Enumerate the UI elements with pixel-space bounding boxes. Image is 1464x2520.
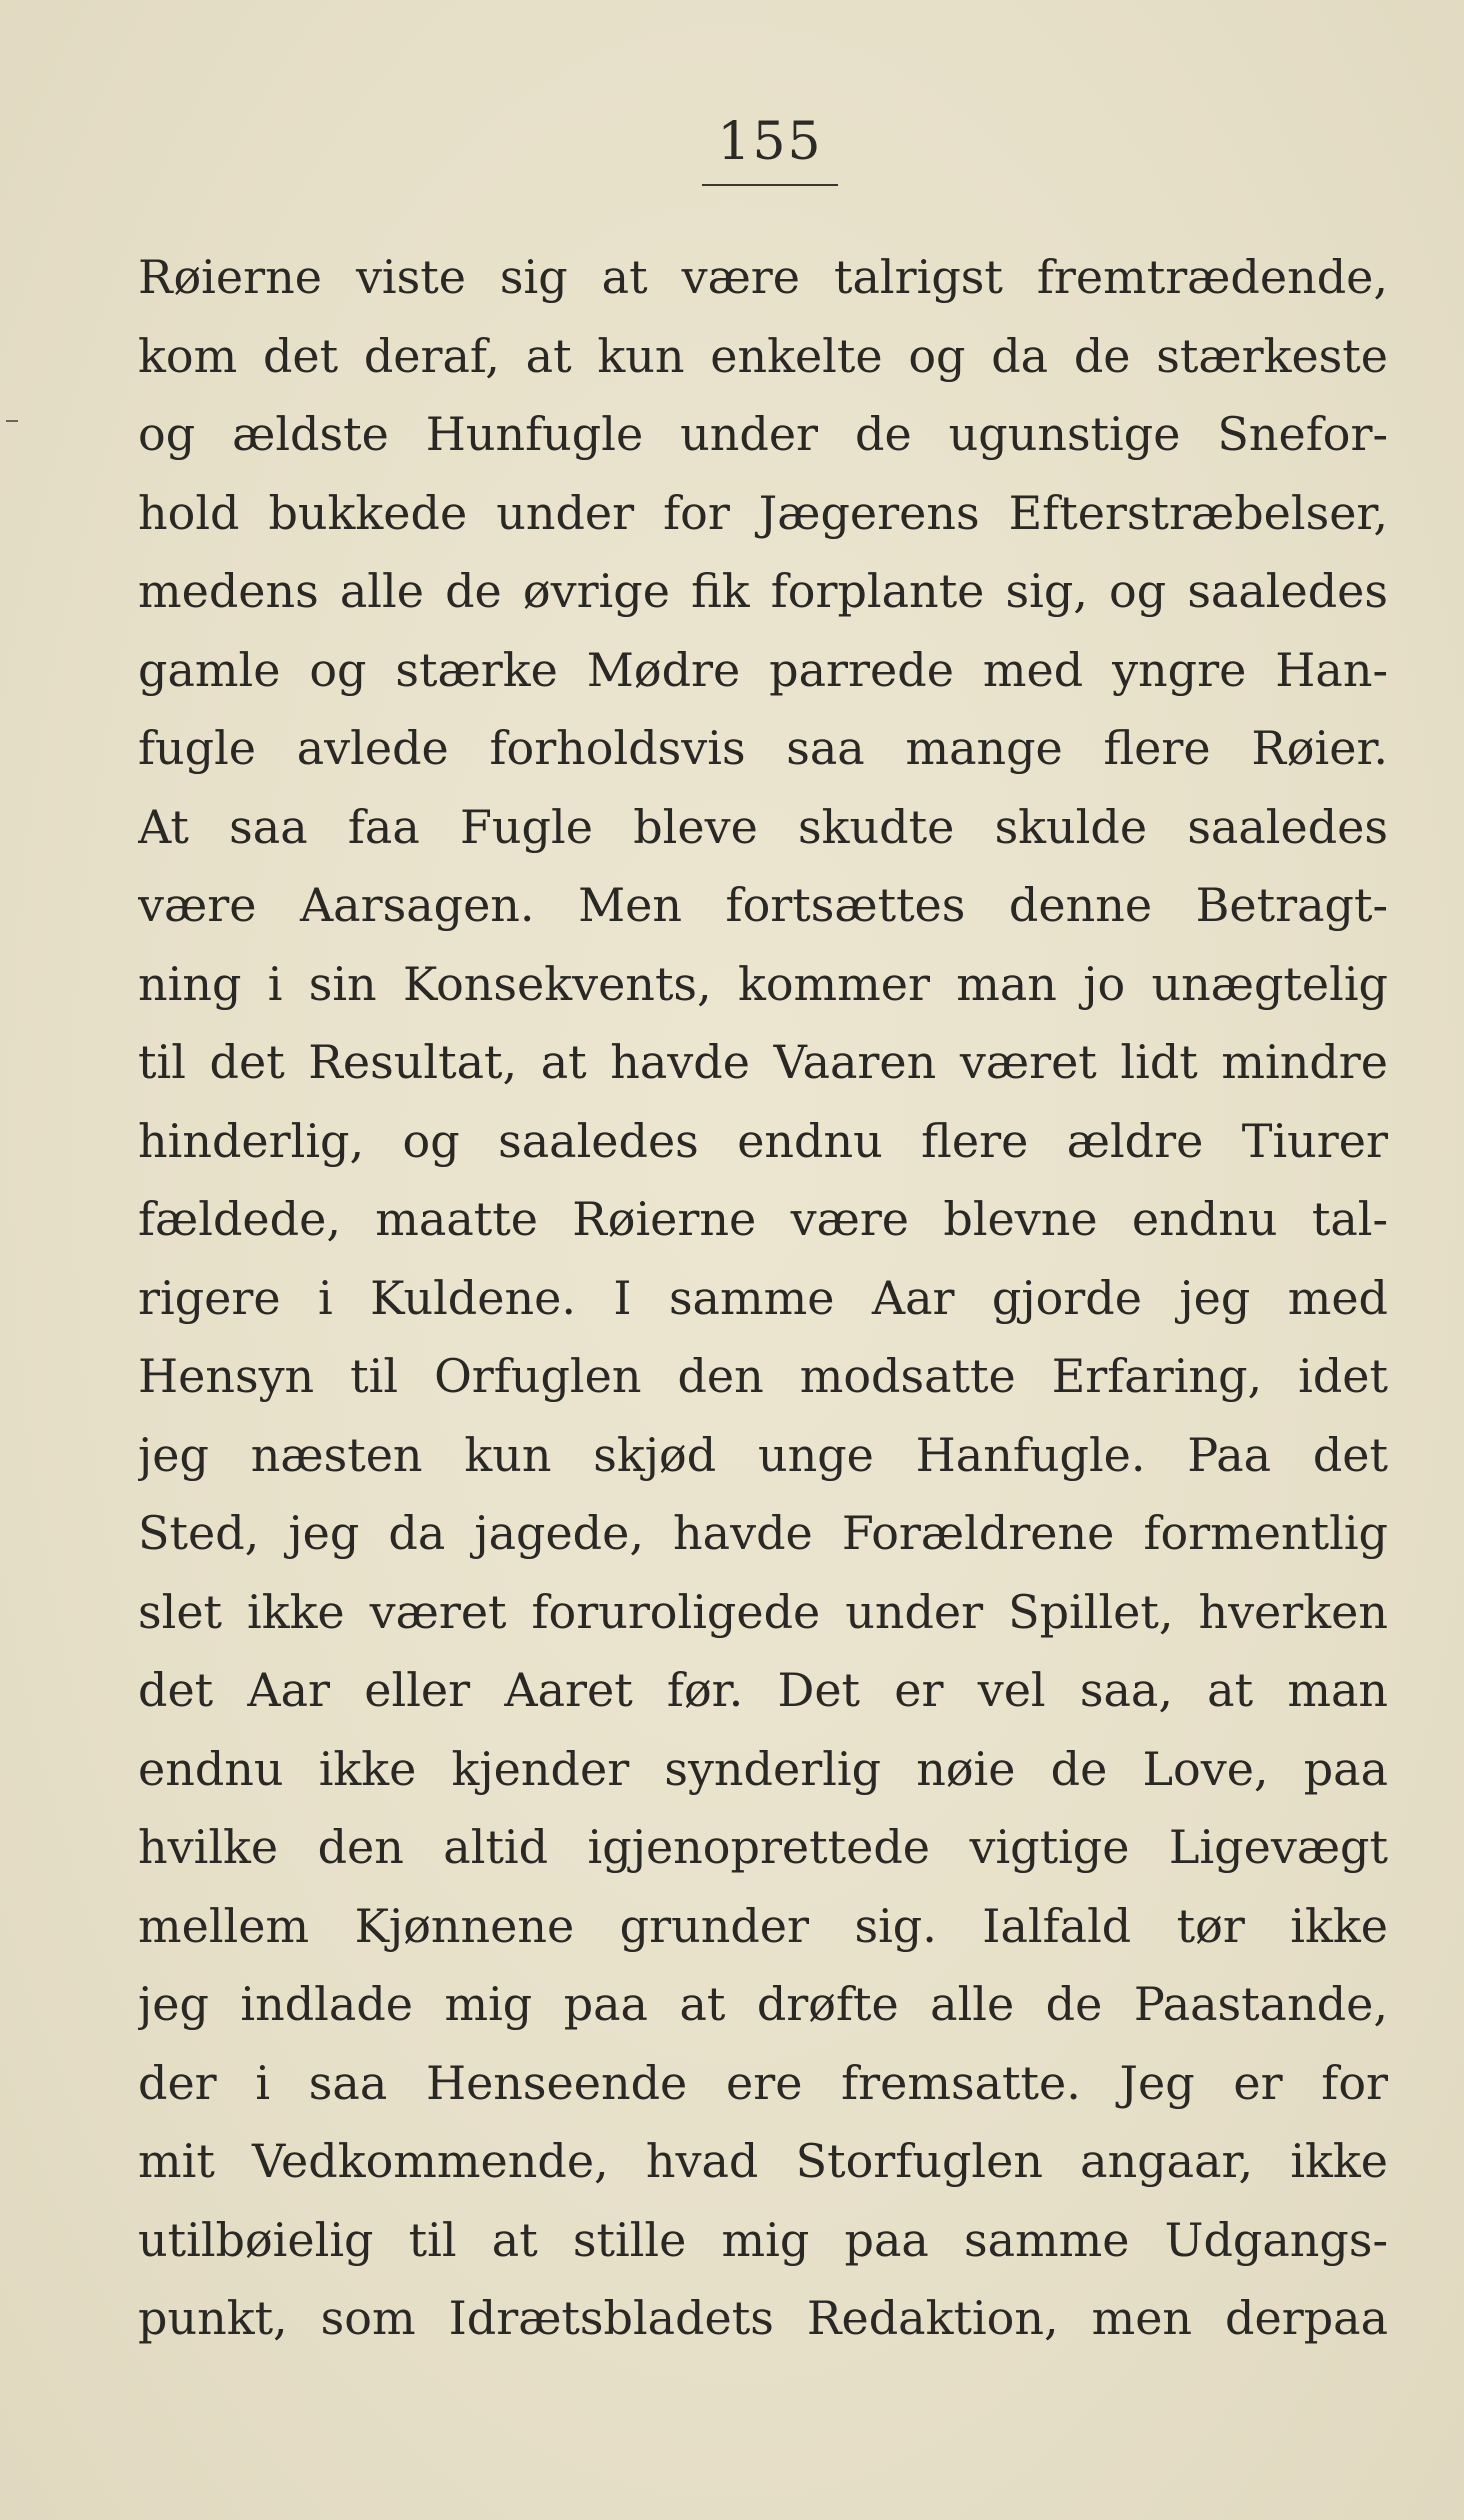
body-text <box>138 238 1388 2358</box>
margin-mark <box>6 420 18 422</box>
text-line: fugle avlede forholdsvis saa mange flere Røier. <box>138 721 1388 775</box>
text-line: medens alle de øvrige fik forplante sig, og saaledes <box>138 564 1388 618</box>
text-line: jeg indlade mig paa at drøfte alle de Paastande, <box>138 1977 1388 2031</box>
text-line: punkt, som Idrætsbladets Redaktion, men derpaa <box>138 2291 1388 2345</box>
text-line: og ældste Hunfugle under de ugunstige Snefor- <box>138 407 1388 461</box>
text-line: mit Vedkommende, hvad Storfuglen angaar, ikke <box>138 2134 1388 2188</box>
text-line: hvilke den altid igjenoprettede vigtige Ligevægt <box>138 1820 1388 1874</box>
text-line: endnu ikke kjender synderlig nøie de Love, paa <box>138 1741 1388 1796</box>
text-line: det Aar eller Aaret før. Det er vel saa, at man <box>138 1663 1388 1717</box>
text-line: At saa faa Fugle bleve skudte skulde saaledes <box>138 799 1388 854</box>
text-line: Røierne viste sig at være talrigst fremtrædende, <box>138 250 1388 304</box>
text-line: hinderlig, og saaledes endnu flere ældre Tiurer <box>138 1113 1388 1168</box>
text-line: ning i sin Konsekvents, kommer man jo unægtelig <box>138 956 1388 1011</box>
text-line: gamle og stærke Mødre parrede med yngre Han- <box>138 642 1388 697</box>
text-line: Sted, jeg da jagede, havde Forældrene formentlig <box>138 1506 1388 1560</box>
page-number-rule <box>702 184 838 186</box>
text-line: slet ikke været foruroligede under Spillet, hverken <box>138 1584 1388 1639</box>
text-line: der i saa Henseende ere fremsatte. Jeg er for <box>138 2055 1388 2110</box>
text-line: jeg næsten kun skjød unge Hanfugle. Paa det <box>138 1427 1388 1482</box>
text-line: til det Resultat, at havde Vaaren været lidt mindre <box>138 1035 1388 1089</box>
text-line: utilbøielig til at stille mig paa samme Udgangs- <box>138 2212 1388 2267</box>
page-number: 155 <box>717 112 823 172</box>
text-line: være Aarsagen. Men fortsættes denne Betragt- <box>138 878 1388 932</box>
text-line: hold bukkede under for Jægerens Efterstræbelser, <box>138 485 1388 540</box>
text-line: fældede, maatte Røierne være blevne endnu tal- <box>138 1192 1388 1246</box>
text-line: rigere i Kuldene. I samme Aar gjorde jeg med <box>138 1270 1388 1325</box>
text-line: kom det deraf, at kun enkelte og da de stærkeste <box>138 328 1388 383</box>
text-line: Hensyn til Orfuglen den modsatte Erfaring, idet <box>138 1349 1388 1403</box>
text-line: mellem Kjønnene grunder sig. Ialfald tør ikke <box>138 1898 1388 1953</box>
